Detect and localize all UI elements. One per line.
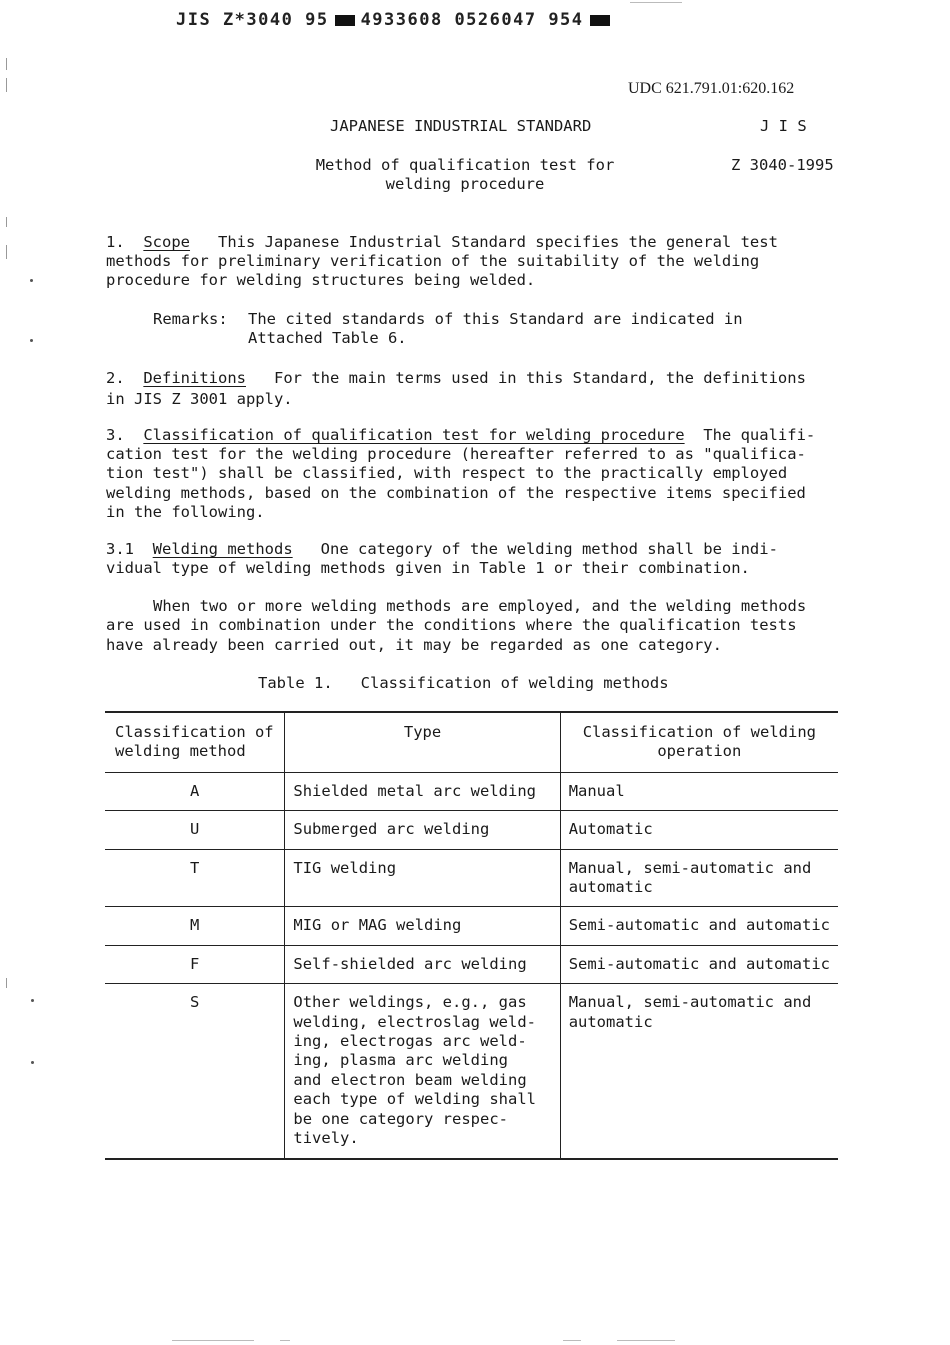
method-code: U bbox=[190, 820, 200, 839]
method-type: MIG or MAG welding bbox=[285, 907, 560, 945]
section-3-line1: The qualifi- bbox=[703, 426, 816, 444]
scan-mark bbox=[6, 58, 7, 70]
scan-dot bbox=[30, 339, 33, 342]
section-3-1-number: 3.1 bbox=[106, 540, 134, 558]
scan-mark bbox=[6, 978, 7, 988]
method-operation: Manual, semi-automatic and automatic bbox=[560, 849, 838, 907]
document-number: Z 3040-1995 bbox=[731, 156, 834, 174]
table-row bbox=[105, 849, 838, 907]
method-code: M bbox=[190, 916, 200, 935]
scan-dash bbox=[617, 1340, 675, 1341]
scan-mark bbox=[6, 217, 7, 227]
barcode-block-icon bbox=[335, 15, 355, 26]
method-operation: Semi-automatic and automatic bbox=[560, 945, 838, 983]
table-row bbox=[105, 811, 838, 849]
section-3-body: cation test for the welding procedure (hereafter referred to as "qualifica- tion test") shall be classified, with respect to the practically employed welding methods, based on the combination of the respective items specified in the following. bbox=[106, 445, 806, 522]
section-3-number: 3. bbox=[106, 426, 125, 444]
method-code: T bbox=[190, 858, 200, 877]
method-operation: Manual, semi-automatic and automatic bbox=[560, 984, 838, 1159]
method-operation: Semi-automatic and automatic bbox=[560, 907, 838, 945]
standard-title: JAPANESE INDUSTRIAL STANDARD bbox=[330, 117, 592, 135]
section-2 bbox=[106, 369, 806, 388]
section-2-heading: Definitions bbox=[143, 369, 246, 387]
method-type: Other weldings, e.g., gas welding, electroslag weld- ing, electrogas arc weld- ing, plasma arc welding and electron beam welding each type of welding shall be one category respec- tively. bbox=[285, 984, 560, 1159]
scan-dot bbox=[31, 999, 34, 1002]
section-2-line1: For the main terms used in this Standard, the definitions bbox=[274, 369, 806, 387]
document-title: Method of qualification test for welding procedure bbox=[315, 156, 615, 194]
scan-dash bbox=[563, 1340, 581, 1341]
scan-header-code bbox=[176, 10, 616, 30]
method-type: TIG welding bbox=[285, 849, 560, 907]
table-row bbox=[105, 772, 838, 810]
table-row bbox=[105, 984, 838, 1159]
column-header-classification: Classification of welding method bbox=[115, 723, 274, 761]
method-type: Submerged arc welding bbox=[285, 811, 560, 849]
method-type: Shielded metal arc welding bbox=[285, 772, 560, 810]
table-caption: Table 1. Classification of welding methods bbox=[258, 674, 669, 692]
scan-dash bbox=[172, 1340, 254, 1341]
remarks-label: Remarks: bbox=[153, 310, 228, 328]
paragraph-combination: When two or more welding methods are employed, and the welding methods are used in combination under the conditions where the qualification tests have already been carried out, it may be regarded as one category. bbox=[106, 597, 807, 654]
section-3-1-heading: Welding methods bbox=[152, 540, 293, 558]
scan-mark bbox=[6, 245, 7, 259]
scan-dash bbox=[630, 2, 682, 3]
header-designation: JIS Z*3040 95 bbox=[176, 10, 329, 30]
scan-dash bbox=[280, 1340, 290, 1341]
method-code: A bbox=[190, 781, 200, 800]
method-code: F bbox=[190, 954, 200, 973]
scan-dot bbox=[31, 1061, 34, 1064]
method-operation: Automatic bbox=[560, 811, 838, 849]
section-3-heading: Classification of qualification test for welding procedure bbox=[143, 426, 685, 444]
scan-dot bbox=[30, 279, 33, 282]
section-3 bbox=[106, 426, 815, 445]
section-3-1-line1: One category of the welding method shall be indi- bbox=[320, 540, 778, 558]
section-1-heading: Scope bbox=[143, 233, 191, 251]
section-1-number: 1. bbox=[106, 233, 125, 251]
remarks-text: The cited standards of this Standard are indicated in Attached Table 6. bbox=[248, 310, 743, 348]
section-3-1-body: vidual type of welding methods given in Table 1 or their combination. bbox=[106, 559, 750, 577]
method-operation: Manual bbox=[560, 772, 838, 810]
jis-mark: J I S bbox=[760, 117, 807, 135]
udc-code: UDC 621.791.01:620.162 bbox=[628, 80, 795, 97]
section-2-number: 2. bbox=[106, 369, 125, 387]
section-1-line1: This Japanese Industrial Standard specifies the general test bbox=[218, 233, 778, 251]
section-1-body: methods for preliminary verification of the suitability of the welding procedure for welding structures being welded. bbox=[106, 252, 760, 290]
section-2-body: in JIS Z 3001 apply. bbox=[106, 390, 293, 408]
scan-mark bbox=[6, 78, 7, 92]
section-1 bbox=[106, 233, 778, 252]
method-type: Self-shielded arc welding bbox=[285, 945, 560, 983]
table-row bbox=[105, 907, 838, 945]
table-row bbox=[105, 945, 838, 983]
section-3-1 bbox=[106, 540, 778, 559]
header-number: 4933608 0526047 954 bbox=[360, 10, 584, 30]
column-header-type: Type bbox=[285, 712, 560, 772]
method-code: S bbox=[190, 993, 200, 1012]
welding-methods-table bbox=[105, 711, 838, 1160]
barcode-block-icon bbox=[590, 15, 610, 26]
table-header-row bbox=[105, 712, 838, 772]
column-header-operation: Classification of welding operation bbox=[560, 712, 838, 772]
